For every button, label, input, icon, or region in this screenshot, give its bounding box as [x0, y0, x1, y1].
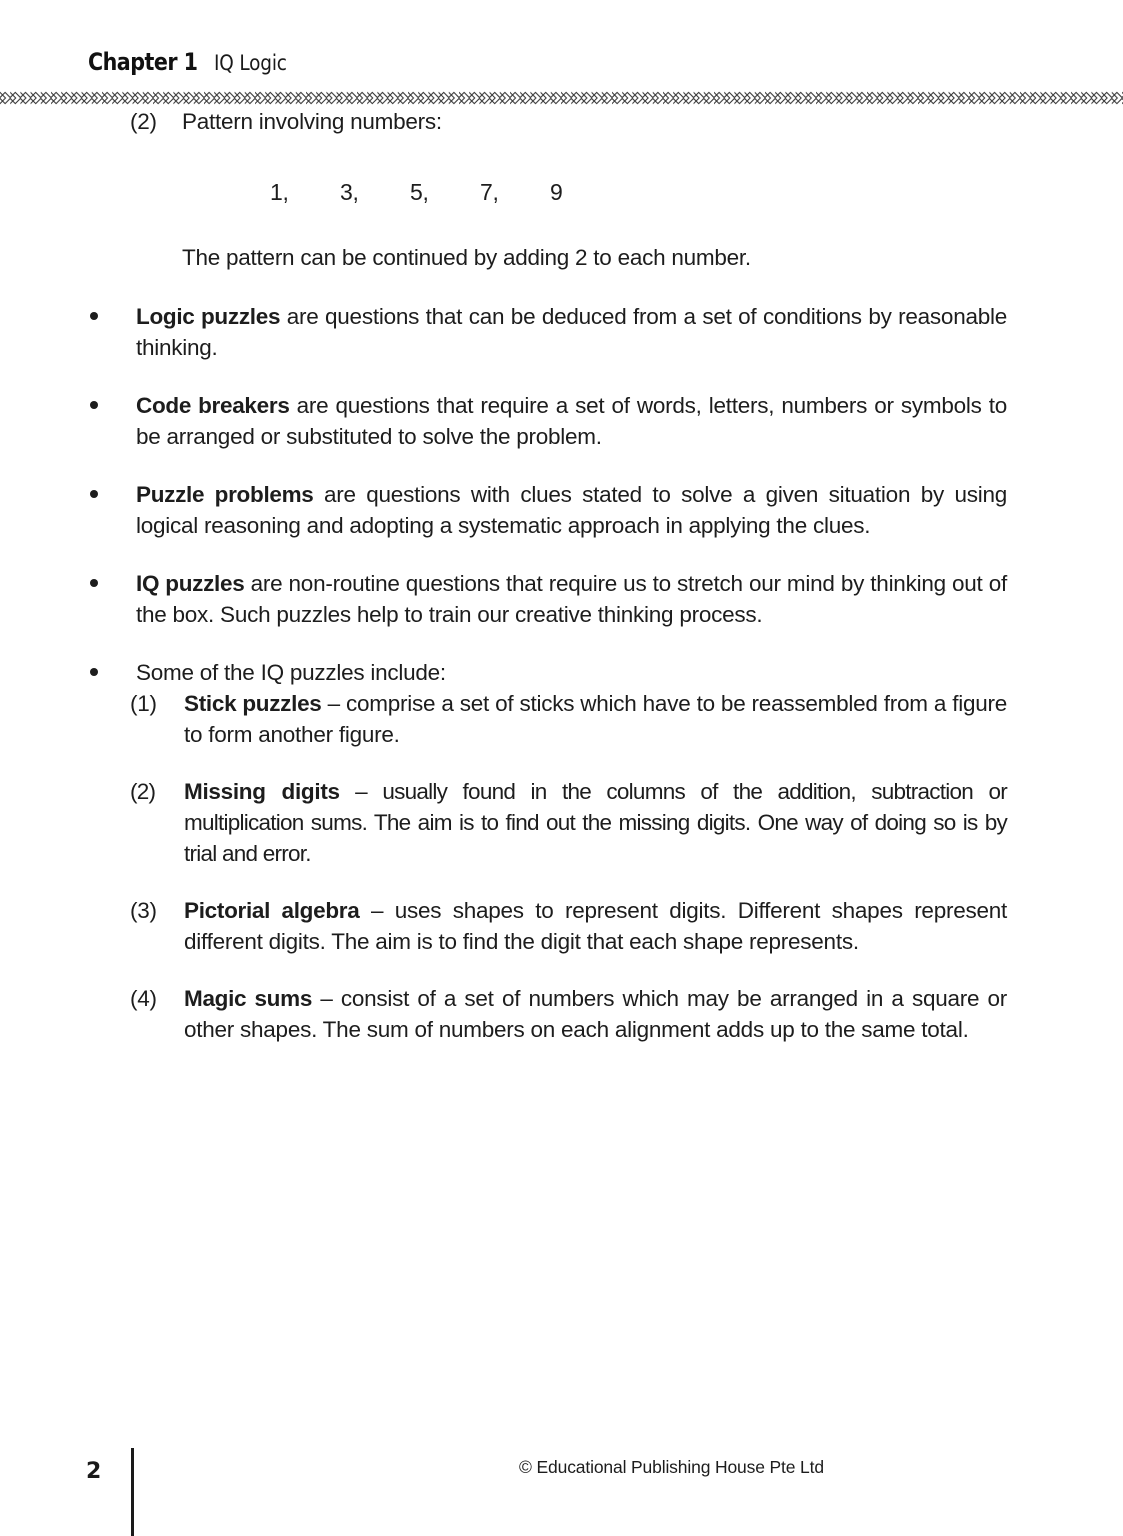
- iq-puzzle-type-list: [130, 688, 1008, 1045]
- sub-list-item: [130, 983, 1008, 1045]
- pattern-note: The pattern can be continued by adding 2 to each number.: [182, 245, 751, 270]
- term-label: Code breakers: [136, 393, 290, 418]
- diamond-chain-divider-icon: [0, 90, 1123, 106]
- sequence-term: 9: [550, 179, 563, 205]
- term-label: Logic puzzles: [136, 304, 281, 329]
- sub-list-item: [130, 895, 1007, 957]
- sub-term-label: Stick puzzles: [184, 691, 322, 716]
- list-item: [0, 390, 1123, 452]
- list-item-iq-puzzle-types: [0, 657, 1123, 1045]
- iq-puzzles-intro: Some of the IQ puzzles include:: [136, 660, 446, 685]
- term-label: Puzzle problems: [136, 482, 314, 507]
- sequence-term: 1,: [270, 179, 289, 205]
- bullet-dot-icon: [90, 401, 98, 409]
- sub-term-description: – consist of a set of numbers which may be arranged in a square or other shapes. The sum of numbers on each alignment adds up to the same total.: [184, 986, 1008, 1042]
- numbered-item-text: Pattern involving numbers:: [182, 109, 442, 134]
- term-description: are questions that can be deduced from a set of conditions by reasonable thinking.: [136, 304, 1007, 360]
- sub-term-description: – comprise a set of sticks which have to be reassembled from a figure to form another figure.: [184, 691, 1007, 747]
- list-item: [0, 568, 1123, 630]
- sub-term-label: Missing digits: [184, 779, 340, 804]
- numbered-item-2: [0, 106, 1123, 137]
- numbered-item-marker: (2): [130, 109, 157, 134]
- term-description: are questions that require a set of words, letters, numbers or symbols to be arranged or substituted to solve the problem.: [136, 393, 1007, 449]
- list-item: [0, 479, 1123, 541]
- bullet-dot-icon: [90, 579, 98, 587]
- sub-term-label: Magic sums: [184, 986, 313, 1011]
- number-sequence: [0, 177, 1123, 208]
- sub-item-marker: (4): [130, 986, 157, 1011]
- sub-item-marker: (3): [130, 898, 157, 923]
- chapter-number: Chapter 1: [88, 48, 198, 76]
- copyright-notice: © Educational Publishing House Pte Ltd: [519, 1457, 824, 1477]
- sub-item-marker: (2): [130, 779, 156, 804]
- sub-term-description: – usually found in the columns of the addition, subtraction or multiplication sums. The aim is to find out the missing digits. One way of doing so is by trial and error.: [184, 779, 1007, 866]
- term-description: are non-routine questions that require us to stretch our mind by thinking out of the box. Such puzzles help to train our creative thinking process.: [136, 571, 1007, 627]
- list-item: [0, 301, 1123, 363]
- sub-list-item: [130, 688, 1007, 750]
- bullet-dot-icon: [90, 312, 98, 320]
- sub-item-marker: (1): [130, 691, 157, 716]
- running-head: [88, 48, 297, 76]
- term-description: are questions with clues stated to solve a given situation by using logical reasoning and adopting a systematic approach in applying the clues.: [136, 482, 1007, 538]
- term-label: IQ puzzles: [136, 571, 245, 596]
- bullet-dot-icon: [90, 490, 98, 498]
- definition-list: [0, 301, 1123, 1045]
- page-content: [0, 106, 1123, 1072]
- bullet-dot-icon: [90, 668, 98, 676]
- sub-term-description: – uses shapes to represent digits. Different shapes represent different digits. The aim is to find the digit that each shape represents.: [184, 898, 1007, 954]
- sub-list-item: [130, 776, 1007, 869]
- page-number: 2: [86, 1459, 102, 1484]
- sequence-term: 5,: [410, 179, 429, 205]
- sequence-term: 7,: [480, 179, 499, 205]
- chapter-title: IQ Logic: [214, 51, 288, 75]
- sub-term-label: Pictorial algebra: [184, 898, 360, 923]
- sequence-term: 3,: [340, 179, 359, 205]
